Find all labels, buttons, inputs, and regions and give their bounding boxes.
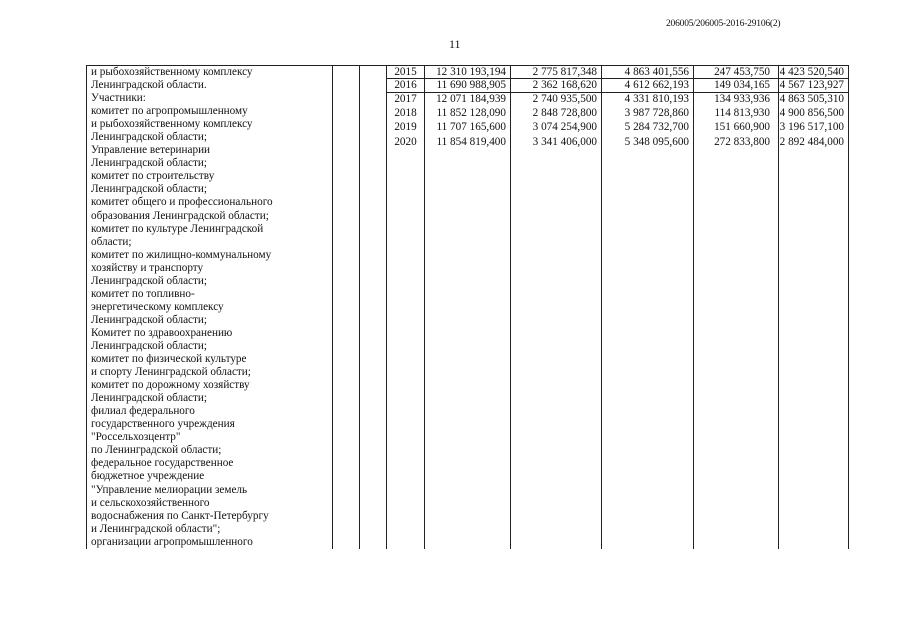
federal-cell: 3 341 406,000 [532, 135, 597, 148]
other-cell: 4 423 520,540 [779, 66, 848, 79]
year-cell: 2016 [387, 79, 424, 93]
description-line: и спорту Ленинградской области; [91, 366, 251, 379]
description-line: Участники: [91, 92, 146, 105]
funding-table [86, 65, 849, 549]
year-cell: 2015 [387, 66, 424, 79]
description-line: Ленинградской области; [91, 339, 207, 352]
description-line: Ленинградской области; [91, 274, 207, 287]
description-line: Управление ветеринарии [91, 144, 211, 157]
empty-column-1 [333, 66, 360, 549]
local-cell: 114 813,930 [714, 107, 770, 120]
other-cell: 4 567 123,927 [779, 79, 848, 93]
description-line: комитет по культуре Ленинградской [91, 222, 264, 235]
total-cell: 11 852 128,090 [436, 107, 506, 120]
description-line: комитет по физической культуре [91, 353, 247, 366]
description-line: бюджетное учреждение [91, 470, 205, 483]
federal-cell: 2 775 817,348 [511, 66, 601, 79]
description-line: Ленинградской области; [91, 131, 207, 144]
description-line: энергетическому комплексу [91, 300, 224, 313]
description-line: комитет по топливно- [91, 287, 195, 300]
total-cell: 11 690 988,905 [425, 79, 510, 93]
federal-cell: 2 362 168,620 [511, 79, 601, 93]
description-line: комитет по жилищно-коммунальному [91, 248, 272, 261]
other-cell: 2 892 484,000 [779, 135, 844, 148]
local-cell: 134 933,936 [714, 93, 770, 106]
year-column [387, 66, 425, 549]
description-line: и Ленинградской области"; [91, 522, 221, 535]
total-cell: 12 310 193,194 [425, 66, 510, 79]
description-line: комитет по дорожному хозяйству [91, 379, 250, 392]
total-cell: 12 071 184,939 [436, 93, 506, 106]
description-line: "Россельхозцентр" [91, 431, 181, 444]
description-line: комитет по строительству [91, 170, 215, 183]
other-cell: 3 196 517,100 [779, 121, 844, 134]
regional-cell: 3 987 728,860 [624, 107, 689, 120]
page-number: 11 [449, 37, 461, 51]
local-cell: 151 660,900 [714, 121, 770, 134]
description-line: государственного учреждения [91, 418, 235, 431]
federal-column [511, 66, 602, 549]
description-line: Ленинградской области. [91, 79, 207, 92]
description-line: Ленинградской области; [91, 183, 207, 196]
total-cell: 11 854 819,400 [436, 135, 506, 148]
description-line: хозяйству и транспорту [91, 261, 204, 274]
federal-cell: 2 740 935,500 [532, 93, 597, 106]
document-code: 206005/206005-2016-29106(2) [666, 19, 781, 29]
description-line: комитет общего и профессионального [91, 196, 273, 209]
year-cell: 2020 [394, 135, 417, 148]
description-line: Ленинградской области; [91, 392, 207, 405]
description-line: Ленинградской области; [91, 313, 207, 326]
total-column [425, 66, 511, 549]
federal-cell: 3 074 254,900 [532, 121, 597, 134]
regional-column [602, 66, 694, 549]
local-column [694, 66, 779, 549]
local-cell: 272 833,800 [714, 135, 770, 148]
regional-cell: 4 331 810,193 [624, 93, 689, 106]
description-line: Комитет по здравоохранению [91, 326, 233, 339]
other-cell: 4 863 505,310 [779, 93, 844, 106]
other-column [779, 66, 849, 549]
description-line: и рыбохозяйственному комплексу [91, 66, 253, 78]
description-line: "Управление мелиорации земель [91, 483, 248, 496]
description-line: филиал федерального [91, 405, 195, 418]
total-cell: 11 707 165,600 [436, 121, 506, 134]
description-line: и сельскохозяйственного [91, 496, 210, 509]
federal-cell: 2 848 728,800 [532, 107, 597, 120]
description-line: организации агропромышленного [91, 535, 253, 548]
local-cell: 247 453,750 [694, 66, 778, 79]
local-cell: 149 034,165 [694, 79, 778, 93]
regional-cell: 5 348 095,600 [624, 135, 689, 148]
year-cell: 2017 [394, 93, 417, 106]
regional-cell: 5 284 732,700 [624, 121, 689, 134]
description-line: по Ленинградской области; [91, 444, 222, 457]
description-line: области; [91, 235, 132, 248]
description-line: водоснабжения по Санкт-Петербургу [91, 509, 269, 522]
description-line: и рыбохозяйственному комплексу [91, 118, 253, 131]
regional-cell: 4 612 662,193 [602, 79, 693, 93]
description-column [87, 66, 333, 549]
description-line: Ленинградской области; [91, 157, 207, 170]
year-cell: 2018 [394, 107, 417, 120]
description-line: комитет по агропромышленному [91, 105, 248, 118]
description-line: федеральное государственное [91, 457, 234, 470]
empty-column-2 [360, 66, 387, 549]
year-cell: 2019 [394, 121, 417, 134]
regional-cell: 4 863 401,556 [602, 66, 693, 79]
description-line: образования Ленинградской области; [91, 209, 269, 222]
other-cell: 4 900 856,500 [779, 107, 844, 120]
